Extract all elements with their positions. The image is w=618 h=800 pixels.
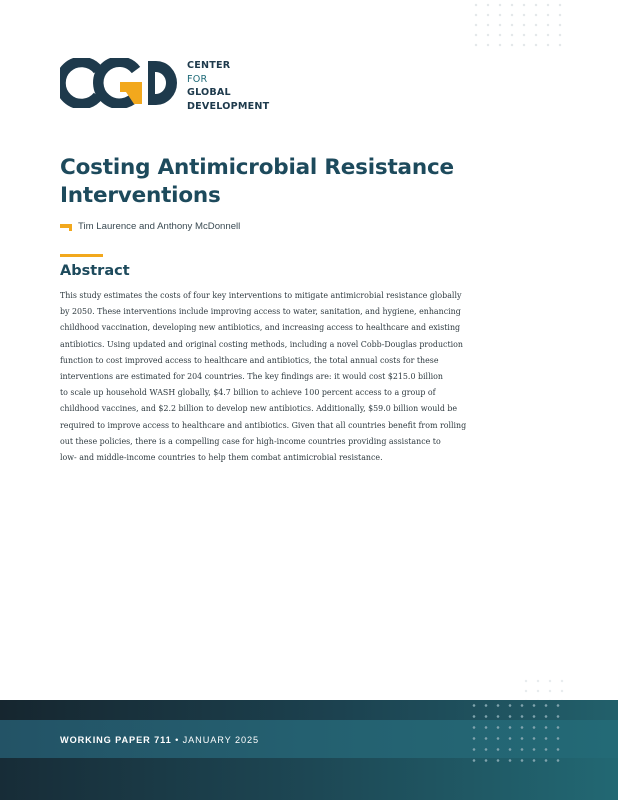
paper-title: Costing Antimicrobial Resistance Interventions — [60, 155, 454, 208]
abstract-heading: Abstract — [60, 263, 130, 279]
abstract-line: by 2050. These interventions include improving access to water, sanitation, and hygiene, enhancing — [60, 307, 461, 317]
publication-date: JANUARY 2025 — [182, 735, 259, 745]
logo-line-for: FOR — [187, 73, 208, 85]
logo-line-development: DEVELOPMENT — [187, 100, 270, 112]
abstract-line: low- and middle-income countries to help them combat antimicrobial resistance. — [60, 453, 383, 463]
abstract-line: antibiotics. Using updated and original costing methods, including a novel Cobb-Douglas production — [60, 339, 464, 349]
abstract-line: to scale up household WASH globally, $4.7 billion to achieve 100 percent access to a group of — [60, 388, 436, 398]
abstract-body — [60, 288, 480, 466]
author-arrow-icon — [60, 222, 72, 234]
abstract-line: function to cost improved access to healthcare and antibiotics, the total annual costs for these — [60, 355, 439, 365]
abstract-line: interventions are estimated for 204 countries. The key findings are: it would cost $215.0 billion — [60, 372, 443, 382]
abstract-line: required to improve access to healthcare and antibiotics. Given that all countries benefit from rolling — [60, 420, 467, 430]
author-names: Tim Laurence and Anthony McDonnell — [78, 221, 241, 232]
cgd-logo-mark — [60, 58, 178, 108]
abstract-line: out these policies, there is a compelling case for high-income countries providing assistance to — [60, 436, 441, 446]
cgd-logo — [60, 58, 270, 112]
abstract-line: childhood vaccines, and $2.2 billion to develop new antibiotics. Additionally, $59.0 billion would be — [60, 404, 458, 414]
decorative-dot-grid-top — [470, 0, 562, 48]
decorative-dot-grid-bottom — [468, 700, 562, 762]
working-paper-number: WORKING PAPER 711 — [60, 735, 172, 745]
footer-separator: • — [171, 735, 183, 745]
footer-stripe — [0, 758, 618, 800]
decorative-dot-grid-faint — [520, 676, 564, 700]
logo-line-center: CENTER — [187, 60, 231, 71]
logo-line-global: GLOBAL — [187, 87, 231, 98]
author-line — [60, 221, 240, 234]
abstract-line: This study estimates the costs of four key interventions to mitigate antimicrobial resistance globally — [60, 291, 462, 300]
abstract-line: childhood vaccination, developing new antibiotics, and increasing access to healthcare and existing — [60, 323, 461, 333]
footer-label — [60, 735, 259, 745]
accent-rule — [60, 254, 103, 257]
logo-wordmark — [187, 59, 269, 113]
